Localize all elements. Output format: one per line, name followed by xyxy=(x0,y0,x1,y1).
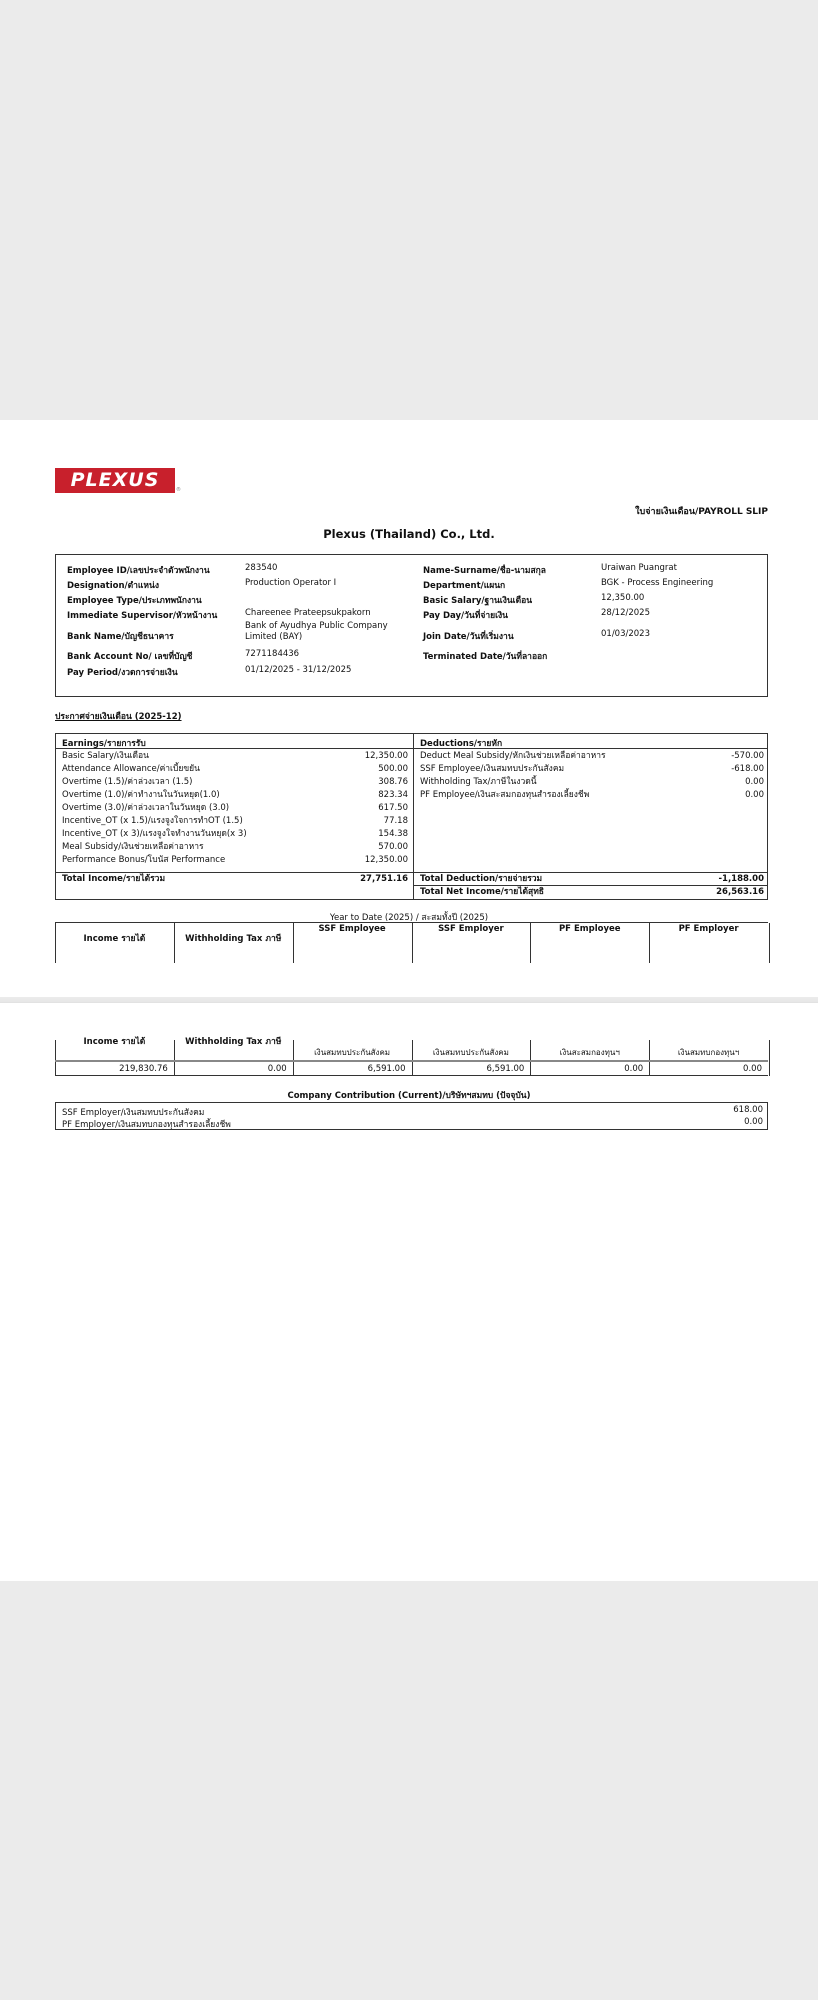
plexus-logo xyxy=(55,468,175,493)
deduction-item-label: Deduct Meal Subsidy/หักเงินช่วยเหลือค่าอาหาร xyxy=(420,751,606,761)
deduction-item-label: PF Employee/เงินสะสมกองทุนสำรองเลี้ยงชีพ xyxy=(420,790,590,800)
bank-account-value: 7271184436 xyxy=(245,649,300,659)
deduction-item-label: Withholding Tax/ภาษีในงวดนี้ xyxy=(420,777,537,787)
earning-item-label: Attendance Allowance/ค่าเบี้ยขยัน xyxy=(62,764,200,774)
bank-name-label: Bank Name/บัญชีธนาคาร xyxy=(67,632,174,642)
ytd-column-value: 0.00 xyxy=(743,1064,762,1074)
earning-item-amount: 823.34 xyxy=(378,790,408,800)
earning-item-amount: 617.50 xyxy=(378,803,408,813)
net-income-amount: 26,563.16 xyxy=(716,887,764,897)
join-date-value: 01/03/2023 xyxy=(601,629,650,639)
earning-item-amount: 77.18 xyxy=(383,816,408,826)
deduction-item-amount: -618.00 xyxy=(731,764,764,774)
bank-account-label: Bank Account No/ เลขที่บัญชี xyxy=(67,652,193,662)
employee-id-label: Employee ID/เลขประจำตัวพนักงาน xyxy=(67,566,210,576)
earning-item-amount: 308.76 xyxy=(378,777,408,787)
pay-announcement-heading: ประกาศจ่ายเงินเดือน (2025-12) xyxy=(55,712,182,722)
pay-period-label: Pay Period/งวดการจ่ายเงิน xyxy=(67,668,178,678)
ytd-caption: Year to Date (2025) / สะสมทั้งปี (2025) xyxy=(329,913,489,923)
deduction-item-amount: 0.00 xyxy=(745,790,764,800)
registered-mark: ® xyxy=(176,487,181,493)
ytd-column-header: SSF Employee xyxy=(318,924,386,934)
ytd-pf-underline xyxy=(530,1075,768,1076)
earning-item-amount: 154.38 xyxy=(378,829,408,839)
deduction-item-amount: 0.00 xyxy=(745,777,764,787)
ytd-column-value: 219,830.76 xyxy=(119,1064,168,1074)
basic-salary-label: Basic Salary/ฐานเงินเดือน xyxy=(423,596,533,606)
ytd-column-value: 0.00 xyxy=(624,1064,644,1074)
deduction-item-label: SSF Employee/เงินสมทบประกันสังคม xyxy=(420,764,565,774)
logo-text: PLEXUS xyxy=(70,469,160,491)
ytd-column-header: Withholding Tax ภาษี xyxy=(185,934,282,944)
ytd-ssf-underline xyxy=(293,1075,531,1076)
department-label: Department/แผนก xyxy=(423,581,506,591)
ytd-column-subheader: เงินสมทบประกันสังคม xyxy=(314,1048,391,1057)
earnings-header: Earnings/รายการรับ xyxy=(62,739,146,749)
total-deduction-amount: -1,188.00 xyxy=(718,874,764,884)
net-income-label: Total Net Income/รายได้สุทธิ xyxy=(420,887,544,897)
company-contribution-title: Company Contribution (Current)/บริษัทฯสมทบ (ปัจจุบัน) xyxy=(287,1091,531,1101)
cc-ssf-amount: 618.00 xyxy=(733,1105,763,1115)
ytd-column-header: Income รายได้ xyxy=(83,934,146,944)
designation-label: Designation/ตำแหน่ง xyxy=(67,581,159,591)
bank-name-value: Bank of Ayudhya Public Company Limited (BAY) xyxy=(245,621,388,642)
cc-pf-amount: 0.00 xyxy=(744,1117,763,1127)
ytd-column-header: PF Employee xyxy=(558,924,621,934)
ytd-column-subheader: เงินสมทบกองทุนฯ xyxy=(677,1048,740,1057)
earning-item-label: Meal Subsidy/เงินช่วยเหลือค่าอาหาร xyxy=(62,842,204,852)
ytd-column-value: 0.00 xyxy=(267,1064,287,1074)
ytd-column-value: 6,591.00 xyxy=(367,1064,406,1074)
earning-item-label: Incentive_OT (x 3)/แรงจูงใจทำงานวันหยุด(x 3) xyxy=(62,829,247,839)
join-date-label: Join Date/วันที่เริ่มงาน xyxy=(423,632,514,642)
ytd-column-header: SSF Employer xyxy=(438,924,504,934)
column-divider xyxy=(413,734,414,899)
ytd-column-header-cut: Income รายได้ xyxy=(83,1037,146,1047)
header-divider xyxy=(56,748,767,749)
ytd-header-divider xyxy=(55,1060,768,1062)
ytd-column-header-cut: Withholding Tax ภาษี xyxy=(185,1037,282,1047)
ytd-left-underline xyxy=(55,1075,293,1076)
supervisor-value: Chareenee Prateepsukpakorn xyxy=(245,608,371,618)
ytd-column-subheader: เงินสะสมกองทุนฯ xyxy=(559,1048,620,1057)
earning-item-label: Basic Salary/เงินเดือน xyxy=(62,751,149,761)
earning-item-label: Overtime (1.5)/ค่าล่วงเวลา (1.5) xyxy=(62,777,193,787)
earning-item-amount: 12,350.00 xyxy=(364,751,408,761)
total-deduction-label: Total Deduction/รายจ่ายรวม xyxy=(420,874,543,884)
ytd-header-top xyxy=(55,922,768,944)
designation-value: Production Operator I xyxy=(245,578,337,588)
deduction-item-amount: -570.00 xyxy=(731,751,764,761)
earning-item-amount: 570.00 xyxy=(378,842,408,852)
total-income-label: Total Income/รายได้รวม xyxy=(62,874,166,884)
ytd-column-value: 6,591.00 xyxy=(486,1064,525,1074)
pay-period-value: 01/12/2025 - 31/12/2025 xyxy=(245,665,352,675)
company-contribution-table xyxy=(55,1102,768,1130)
cc-ssf-label: SSF Employer/เงินสมทบประกันสังคม xyxy=(62,1108,205,1118)
pay-day-label: Pay Day/วันที่จ่ายเงิน xyxy=(423,611,508,621)
earning-item-amount: 500.00 xyxy=(378,764,408,774)
deductions-header: Deductions/รายหัก xyxy=(420,739,503,749)
ytd-table-continued xyxy=(55,1037,768,1078)
department-value: BGK - Process Engineering xyxy=(601,578,714,588)
pay-day-value: 28/12/2025 xyxy=(601,608,650,618)
employee-id-value: 283540 xyxy=(245,563,278,573)
earning-item-label: Overtime (3.0)/ค่าล่วงเวลาในวันหยุด (3.0) xyxy=(62,803,230,813)
employee-type-label: Employee Type/ประเภทพนักงาน xyxy=(67,596,202,606)
supervisor-label: Immediate Supervisor/หัวหน้างาน xyxy=(67,611,218,621)
basic-salary-value: 12,350.00 xyxy=(601,593,645,603)
employee-info-box xyxy=(55,554,768,697)
total-income-amount: 27,751.16 xyxy=(360,874,408,884)
earning-item-label: Overtime (1.0)/ค่าทำงานในวันหยุด(1.0) xyxy=(62,790,220,800)
ytd-column-header: PF Employer xyxy=(678,924,739,934)
earnings-deductions-table xyxy=(55,733,768,900)
earning-item-label: Performance Bonus/โบนัส Performance xyxy=(62,855,226,865)
slip-title: ใบจ่ายเงินเดือน/PAYROLL SLIP xyxy=(635,507,768,517)
name-surname-value: Uraiwan Puangrat xyxy=(601,563,677,573)
ytd-column-subheader: เงินสมทบประกันสังคม xyxy=(432,1048,509,1057)
cc-pf-label: PF Employer/เงินสมทบกองทุนสำรองเลี้ยงชีพ xyxy=(62,1120,231,1130)
terminated-date-label: Terminated Date/วันที่ลาออก xyxy=(423,652,548,662)
earning-item-amount: 12,350.00 xyxy=(364,855,408,865)
company-name: Plexus (Thailand) Co., Ltd. xyxy=(323,527,495,541)
name-surname-label: Name-Surname/ชื่อ-นามสกุล xyxy=(423,566,547,576)
earning-item-label: Incentive_OT (x 1.5)/แรงจูงใจการทำOT (1.5) xyxy=(62,816,243,826)
